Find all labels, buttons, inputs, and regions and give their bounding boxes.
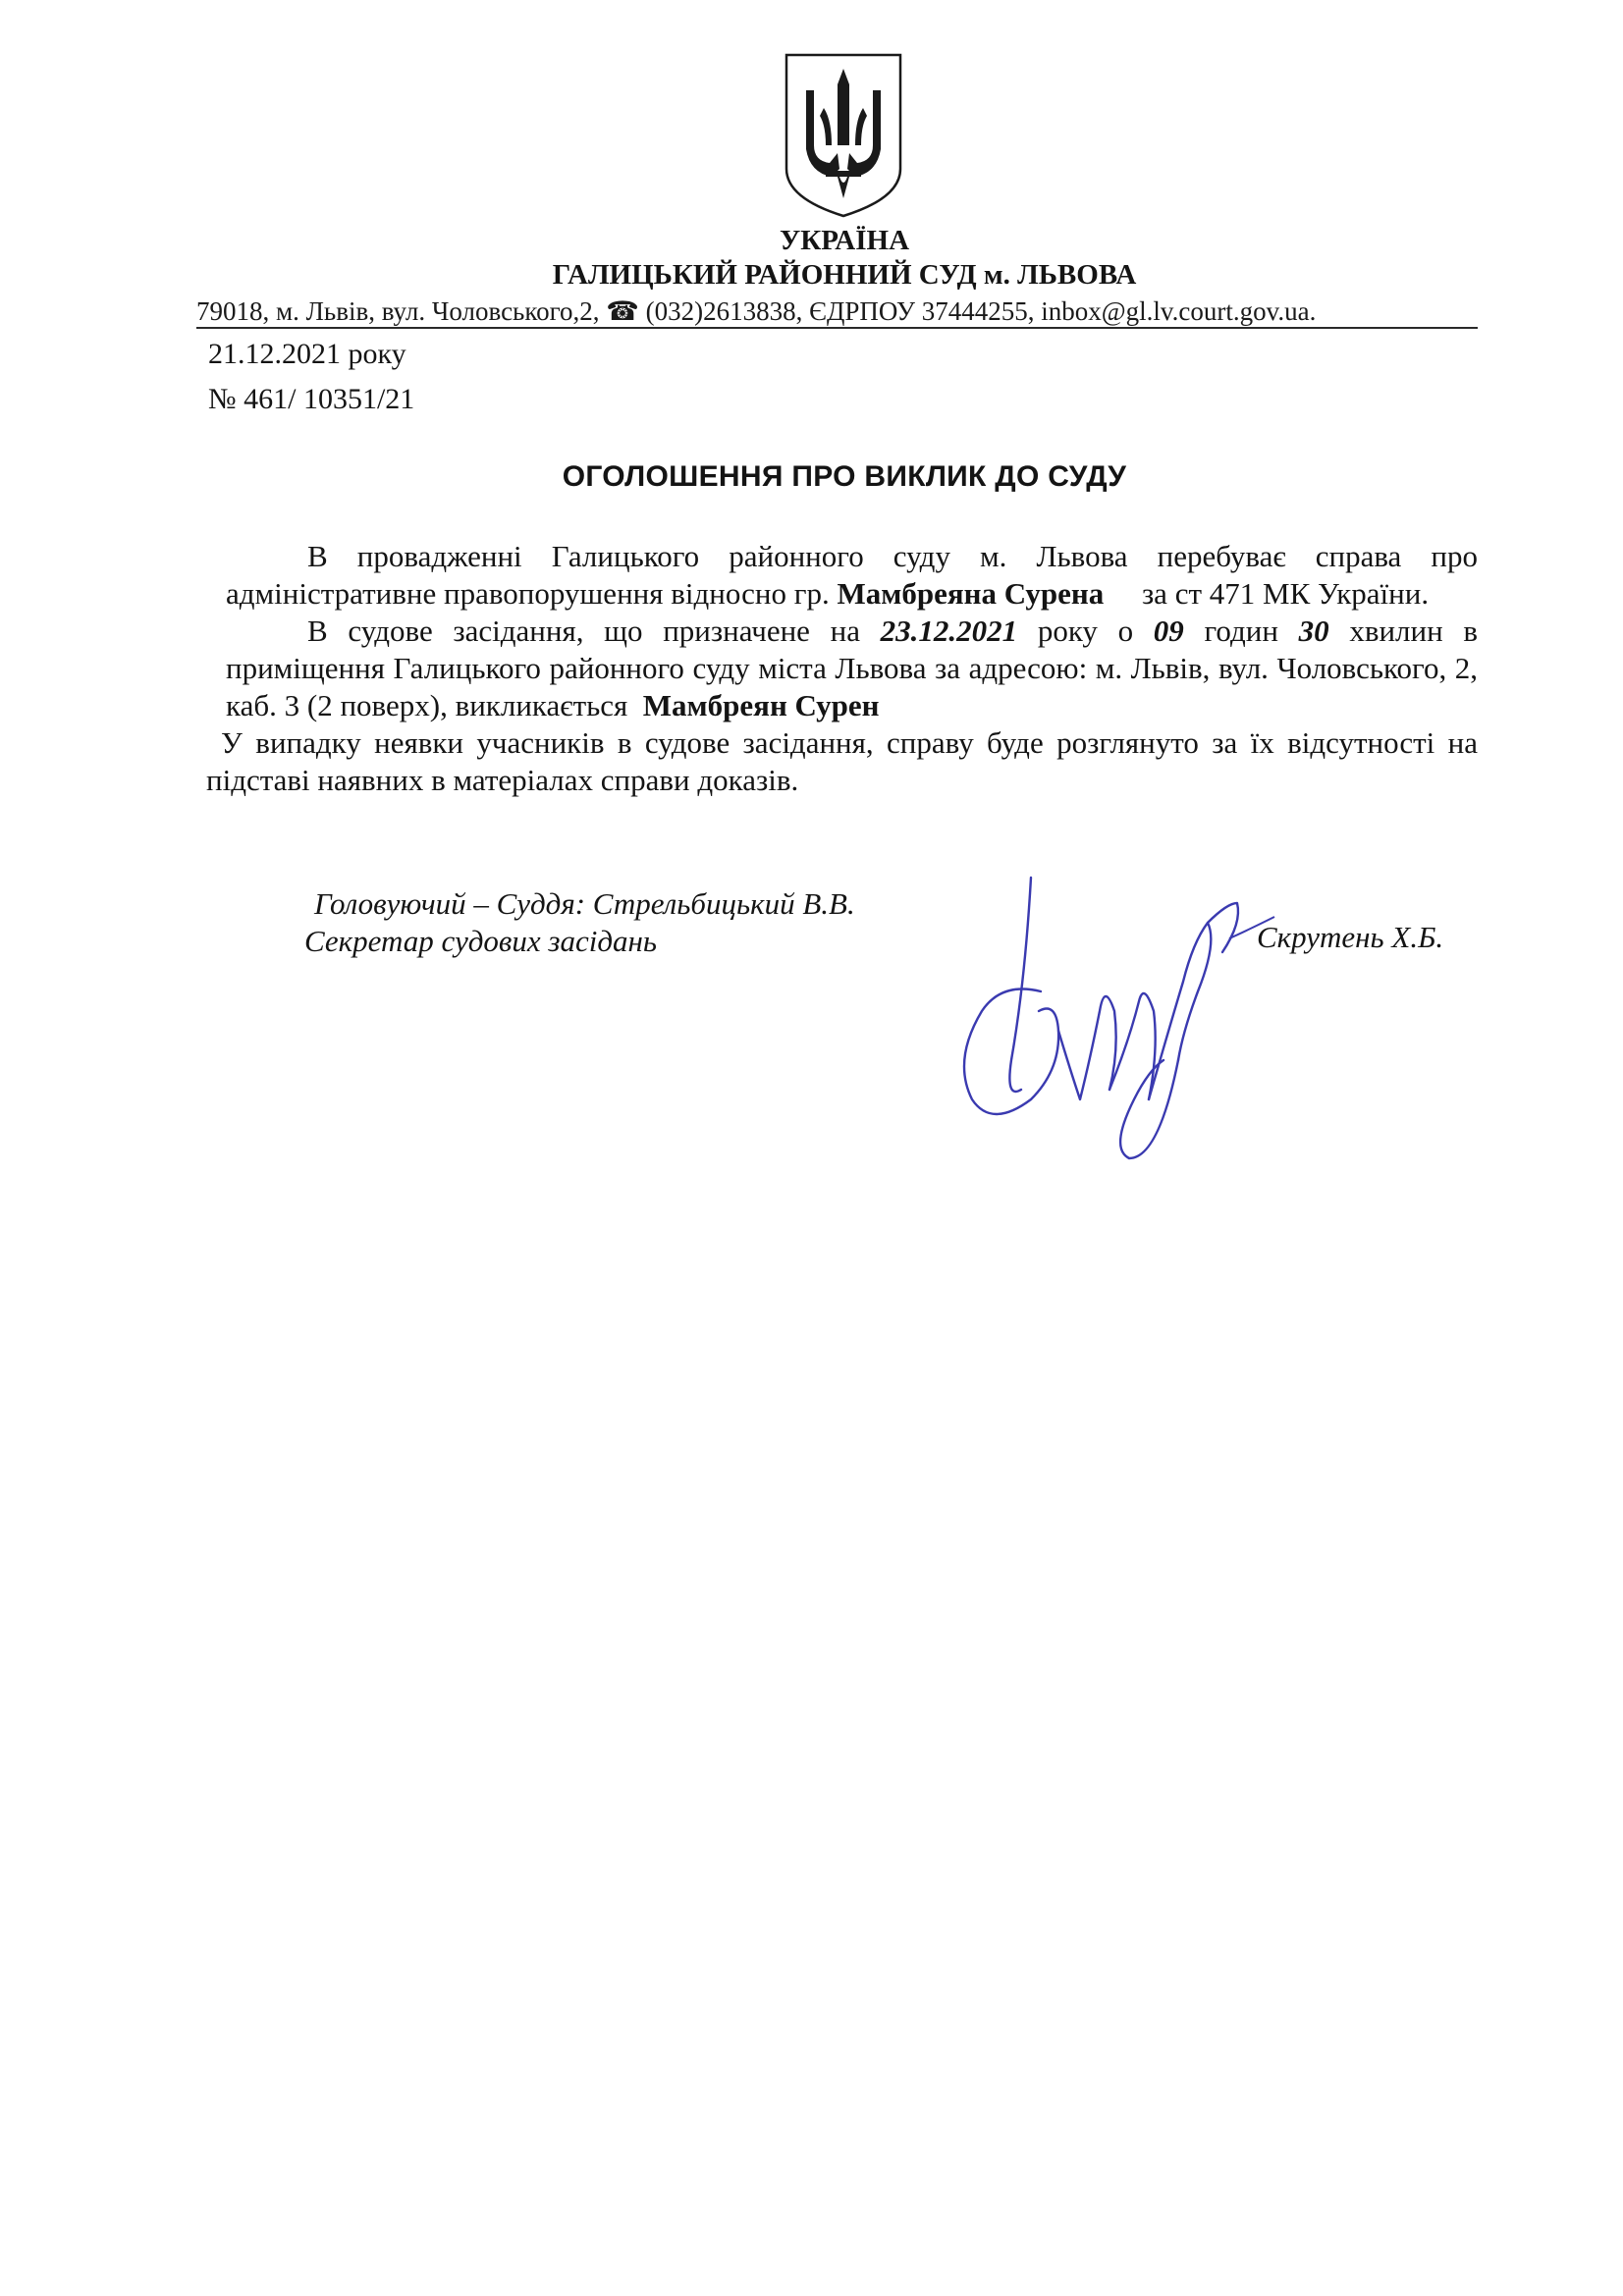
paragraph-case-text: В провадженні Галицького районного суду м. Львова перебуває справа про адміністративне правопорушення відносно гр. <box>226 539 1478 611</box>
country-heading: УКРАЇНА <box>779 225 910 256</box>
hearing-minutes: 30 <box>1298 614 1329 648</box>
hearing-text-3: годин <box>1204 614 1278 648</box>
hearing-date: 23.12.2021 <box>880 614 1018 648</box>
document-date: 21.12.2021 року <box>208 338 406 370</box>
case-number: № 461/ 10351/21 <box>208 383 415 415</box>
handwritten-signature-icon <box>943 864 1267 1178</box>
summoned-name: Мамбреян Сурен <box>642 688 880 722</box>
court-phone: (032)2613838, <box>645 296 803 326</box>
paragraph-absence: У випадку неявки учасників в судове засідання, справу буде розглянуто за їх відсутності на підставі наявних в матеріалах справи доказів. <box>206 725 1478 797</box>
presiding-judge: Головуючий – Суддя: Стрельбицький В.В. <box>314 886 855 921</box>
court-contacts <box>196 294 1483 328</box>
paragraph-hearing <box>226 613 1478 724</box>
court-address: 79018, м. Львів, вул. Чоловського,2, <box>196 296 600 326</box>
defendant-name: Мамбреяна Сурена <box>837 576 1105 611</box>
secretary-name: Скрутень Х.Б. <box>1257 920 1444 954</box>
hearing-text-2: року о <box>1037 614 1134 648</box>
hearing-text-4: хвилин в приміщення Галицького районного суду міста Львова за адресою: м. Львів, вул. Чоловського, 2, каб. 3 (2 поверх), викликається <box>226 614 1478 722</box>
hearing-text-1: В судове засідання, що призначене на <box>307 614 860 648</box>
telephone-icon: ☎ <box>606 296 639 326</box>
notice-body <box>206 538 1478 799</box>
court-edrpou: ЄДРПОУ 37444255, <box>809 296 1035 326</box>
secretary-title: Секретар судових засідань <box>304 924 658 958</box>
document-title: ОГОЛОШЕННЯ ПРО ВИКЛИК ДО СУДУ <box>562 460 1127 493</box>
paragraph-case <box>226 538 1478 613</box>
paragraph-case-article: за ст 471 МК України. <box>1141 576 1430 611</box>
trident-emblem-icon <box>781 51 906 220</box>
court-email: inbox@gl.lv.court.gov.ua. <box>1041 296 1317 326</box>
court-name-heading: ГАЛИЦЬКИЙ РАЙОННИЙ СУД м. ЛЬВОВА <box>552 259 1137 291</box>
header-divider <box>196 327 1478 329</box>
hearing-hour: 09 <box>1153 614 1184 648</box>
